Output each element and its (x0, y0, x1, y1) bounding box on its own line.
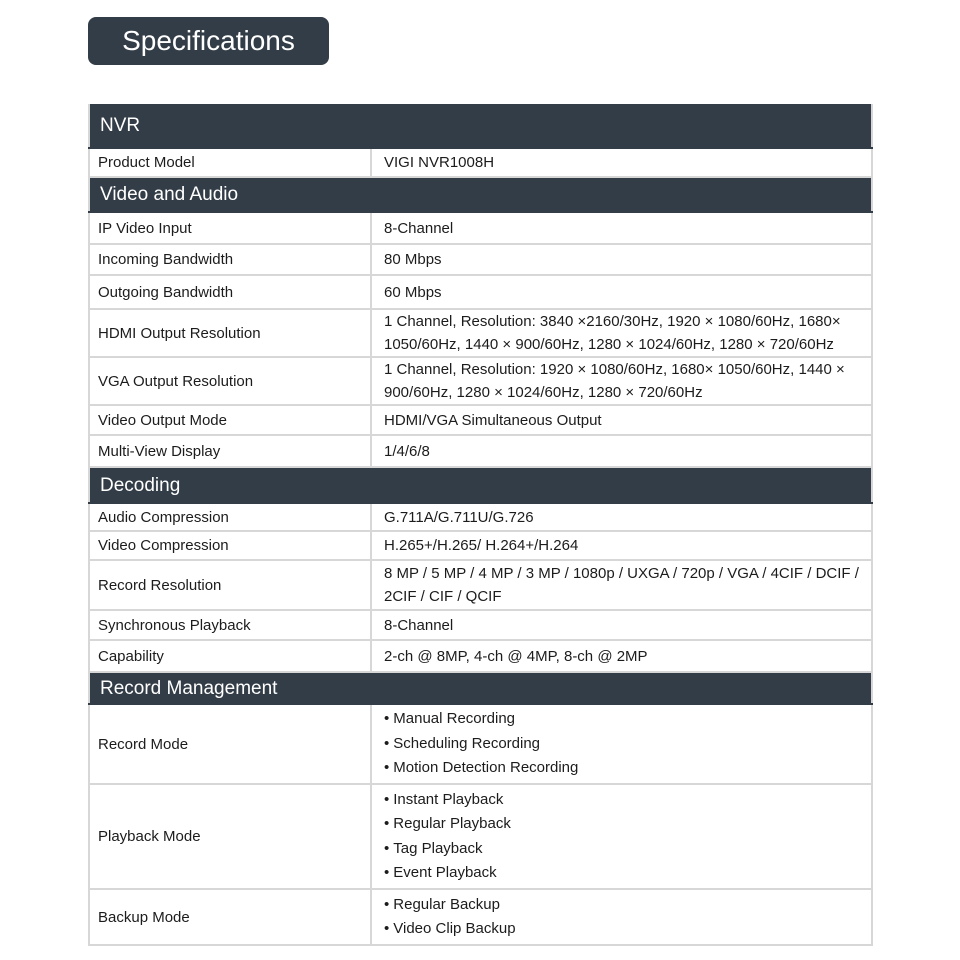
bullet-icon: • (384, 815, 390, 832)
table-row (89, 357, 872, 405)
row-label: Synchronous Playback (89, 610, 371, 640)
row-label: Product Model (89, 148, 371, 177)
table-row (89, 640, 872, 672)
row-value: 2-ch @ 8MP, 4-ch @ 4MP, 8-ch @ 2MP (371, 640, 872, 672)
row-label: Record Mode (89, 704, 371, 784)
list-item (384, 788, 871, 813)
bullet-icon: • (384, 839, 390, 857)
bullet-icon: • (384, 920, 390, 937)
list-item-text: Motion Detection Recording (393, 759, 579, 777)
table-row (89, 889, 872, 945)
row-value: 1 Channel, Resolution: 1920 × 1080/60Hz, 1680× 1050/60Hz, 1440 × 900/60Hz, 1280 × 1024/60Hz, 1280 × 720/60Hz (371, 357, 872, 405)
section-title: Decoding (89, 467, 872, 503)
table-row (89, 503, 872, 531)
bullet-icon: • (384, 759, 390, 777)
table-row (89, 244, 872, 275)
section-header-video-audio (89, 177, 872, 212)
section-header-nvr (89, 104, 872, 148)
list-item (384, 812, 871, 837)
row-label: Incoming Bandwidth (89, 244, 371, 275)
bullet-icon: • (384, 734, 390, 752)
list-item-text: Scheduling Recording (393, 734, 541, 752)
table-row (89, 610, 872, 640)
section-header-decoding (89, 467, 872, 503)
list-item-text: Regular Backup (393, 895, 500, 913)
row-label: HDMI Output Resolution (89, 309, 371, 357)
bullet-icon: • (384, 864, 390, 881)
list-item-text: Manual Recording (393, 710, 516, 728)
row-value: 1 Channel, Resolution: 3840 ×2160/30Hz, 1920 × 1080/60Hz, 1680× 1050/60Hz, 1440 × 900/60Hz, 1280 × 1024/60Hz, 1280 × 720/60Hz (371, 309, 872, 357)
list-item-text: Instant Playback (393, 790, 504, 808)
row-label: IP Video Input (89, 212, 371, 244)
row-label: Backup Mode (89, 889, 371, 945)
row-value (371, 784, 872, 889)
row-value: G.711A/G.711U/G.726 (371, 503, 872, 531)
list-item (384, 756, 871, 781)
row-label: VGA Output Resolution (89, 357, 371, 405)
bullet-list (384, 893, 871, 942)
row-value (371, 704, 872, 784)
list-item-text: Regular Playback (393, 815, 511, 832)
section-header-record-management (89, 672, 872, 704)
spec-table (88, 104, 873, 946)
table-row (89, 405, 872, 435)
row-label: Playback Mode (89, 784, 371, 889)
section-title: Record Management (89, 672, 872, 704)
section-title: Video and Audio (89, 177, 872, 212)
table-row (89, 309, 872, 357)
row-label: Video Compression (89, 531, 371, 560)
list-item-text: Video Clip Backup (393, 920, 516, 937)
row-label: Capability (89, 640, 371, 672)
row-value: H.265+/H.265/ H.264+/H.264 (371, 531, 872, 560)
row-label: Multi-View Display (89, 435, 371, 467)
row-label: Record Resolution (89, 560, 371, 610)
bullet-icon: • (384, 895, 390, 913)
list-item (384, 917, 871, 942)
bullet-icon: • (384, 790, 390, 808)
table-row (89, 148, 872, 177)
table-row (89, 275, 872, 309)
row-value: 8 MP / 5 MP / 4 MP / 3 MP / 1080p / UXGA / 720p / VGA / 4CIF / DCIF / 2CIF / CIF / QCIF (371, 560, 872, 610)
table-row (89, 784, 872, 889)
row-value: 60 Mbps (371, 275, 872, 309)
bullet-list (384, 788, 871, 886)
list-item (384, 837, 871, 862)
row-label: Video Output Mode (89, 405, 371, 435)
row-value: 1/4/6/8 (371, 435, 872, 467)
list-item (384, 707, 871, 732)
table-row (89, 560, 872, 610)
row-value: 80 Mbps (371, 244, 872, 275)
row-value: 8-Channel (371, 212, 872, 244)
bullet-list (384, 707, 871, 781)
table-row (89, 704, 872, 784)
row-label: Outgoing Bandwidth (89, 275, 371, 309)
row-value: HDMI/VGA Simultaneous Output (371, 405, 872, 435)
row-value: VIGI NVR1008H (371, 148, 872, 177)
row-value (371, 889, 872, 945)
list-item-text: Event Playback (393, 864, 497, 881)
list-item (384, 732, 871, 757)
list-item (384, 893, 871, 918)
list-item-text: Tag Playback (393, 839, 483, 857)
table-row (89, 531, 872, 560)
row-value: 8-Channel (371, 610, 872, 640)
table-row (89, 212, 872, 244)
page-title: Specifications (88, 17, 329, 65)
row-label: Audio Compression (89, 503, 371, 531)
list-item (384, 861, 871, 886)
bullet-icon: • (384, 710, 390, 728)
table-row (89, 435, 872, 467)
section-title: NVR (89, 104, 872, 148)
